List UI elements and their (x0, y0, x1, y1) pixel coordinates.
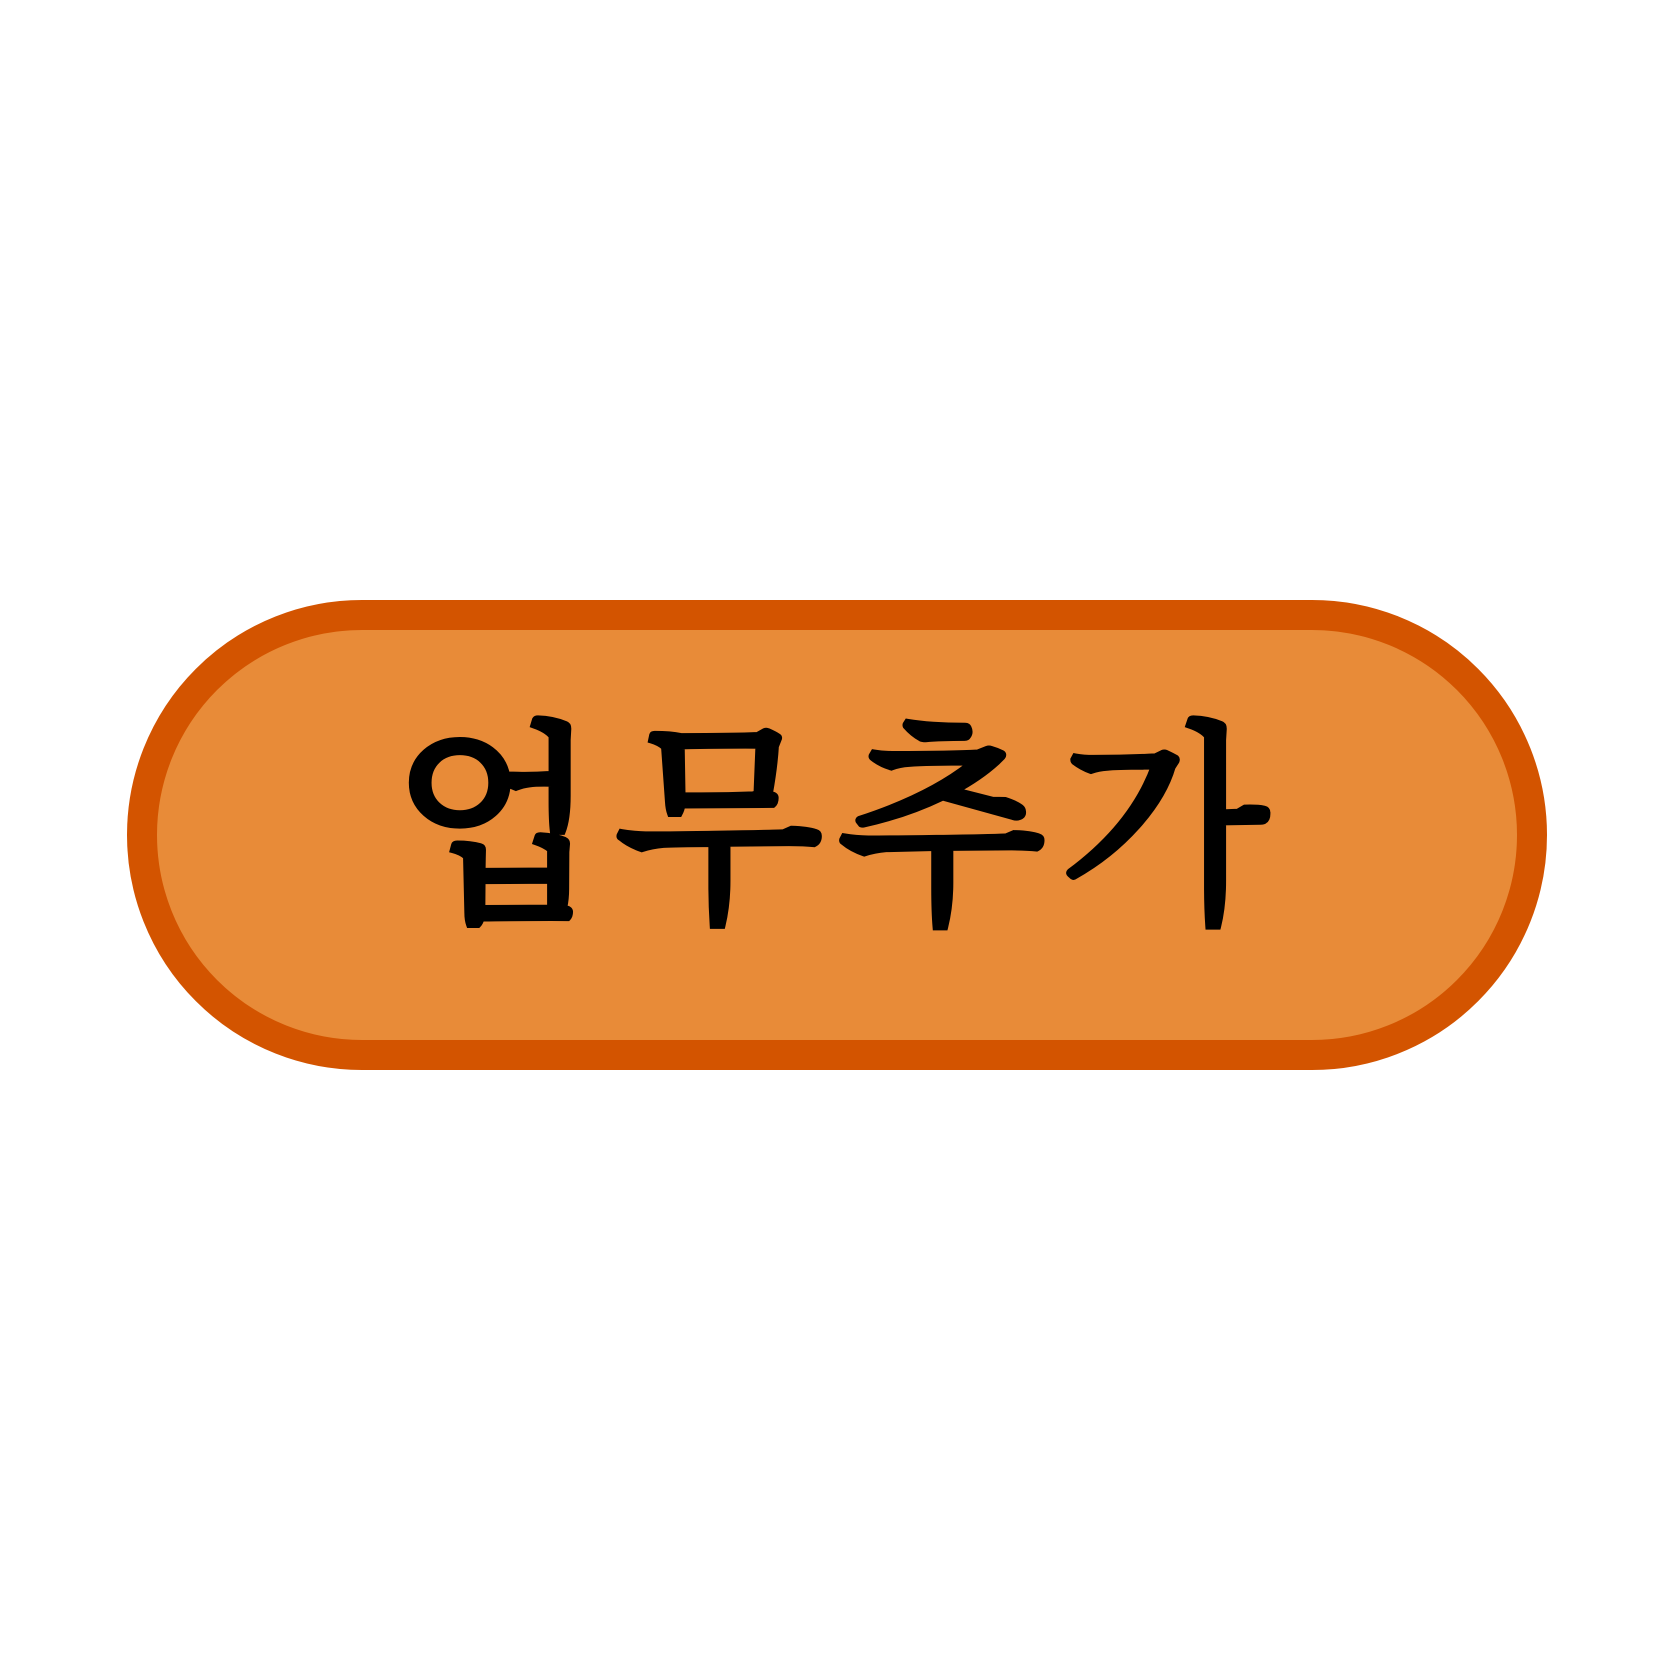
add-task-button[interactable] (127, 600, 1547, 1070)
add-task-button-label: 업무추가 (391, 703, 1283, 954)
